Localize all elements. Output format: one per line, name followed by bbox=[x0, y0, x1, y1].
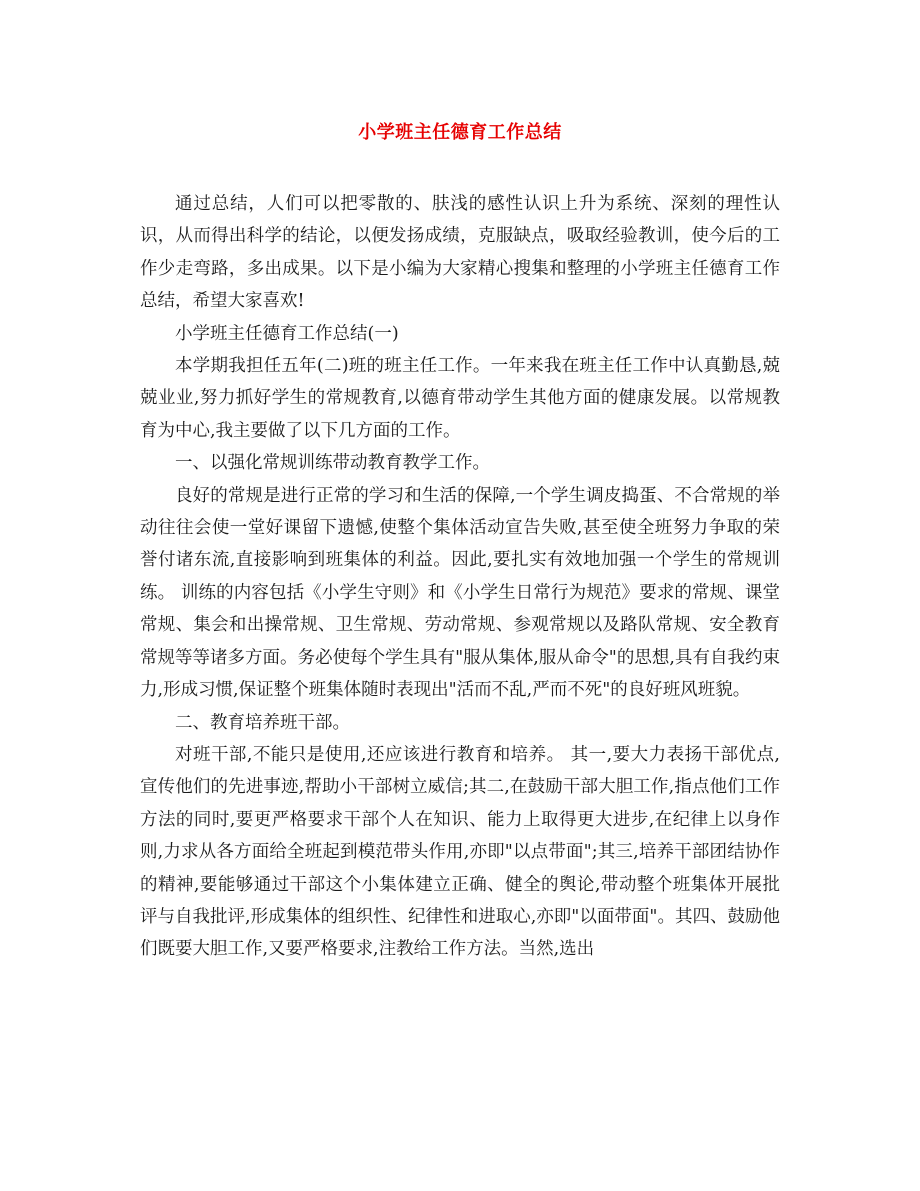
document-title: 小学班主任德育工作总结 bbox=[358, 122, 562, 143]
paragraph-intro: 通过总结，人们可以把零散的、肤浅的感性认识上升为系统、深刻的理性认识，从而得出科学的结论，以便发扬成绩，克服缺点，吸取经验教训，使今后的工作少走弯路，多出成果。以下是小编为大家精心搜集和整理的小学班主任德育工作总结，希望大家喜欢! bbox=[140, 194, 780, 312]
document-body bbox=[140, 188, 780, 966]
subsection-heading: 一、以强化常规训练带动教育教学工作。 bbox=[175, 453, 490, 474]
paragraph: 良好的常规是进行正常的学习和生活的保障,一个学生调皮捣蛋、不合常规的举动往往会使一堂好课留下遗憾,使整个集体活动宣告失败,甚至使全班努力争取的荣誉付诸东流,直接影响到班集体的利益。因此,要扎实有效地加强一个学生的常规训练。 训练的内容包括《小学生守则》和《小学生日常行为规范》要求的常规、课堂常规、集会和出操常规、卫生常规、劳动常规、参观常规以及路队常规、安全教育常规等等诸多方面。务必使每个学生具有"服从集体,服从命令"的思想,具有自我约束力,形成习惯,保证整个班集体随时表现出"活而不乱,严而不死"的良好班风班貌。 bbox=[140, 485, 780, 701]
subsection-heading: 二、教育培养班干部。 bbox=[175, 712, 350, 733]
section-heading: 小学班主任德育工作总结(一) bbox=[175, 323, 399, 344]
paragraph: 对班干部,不能只是使用,还应该进行教育和培养。 其一,要大力表扬干部优点,宣传他们的先进事迹,帮助小干部树立威信;其二,在鼓励干部大胆工作,指点他们工作方法的同时,要更严格要求干部个人在知识、能力上取得更大进步,在纪律上以身作则,力求从各方面给全班起到模范带头作用,亦即"以点带面";其三,培养干部团结协作的精神,要能够通过干部这个小集体建立正确、健全的舆论,带动整个班集体开展批评与自我批评,形成集体的组织性、纪律性和进取心,亦即"以面带面"。其四、鼓励他们既要大胆工作,又要严格要求,注教给工作方法。当然,选出 bbox=[140, 744, 780, 960]
paragraph: 本学期我担任五年(二)班的班主任工作。一年来我在班主任工作中认真勤恳,兢兢业业,努力抓好学生的常规教育,以德育带动学生其他方面的健康发展。以常规教育为中心,我主要做了以下几方面的工作。 bbox=[140, 356, 780, 441]
